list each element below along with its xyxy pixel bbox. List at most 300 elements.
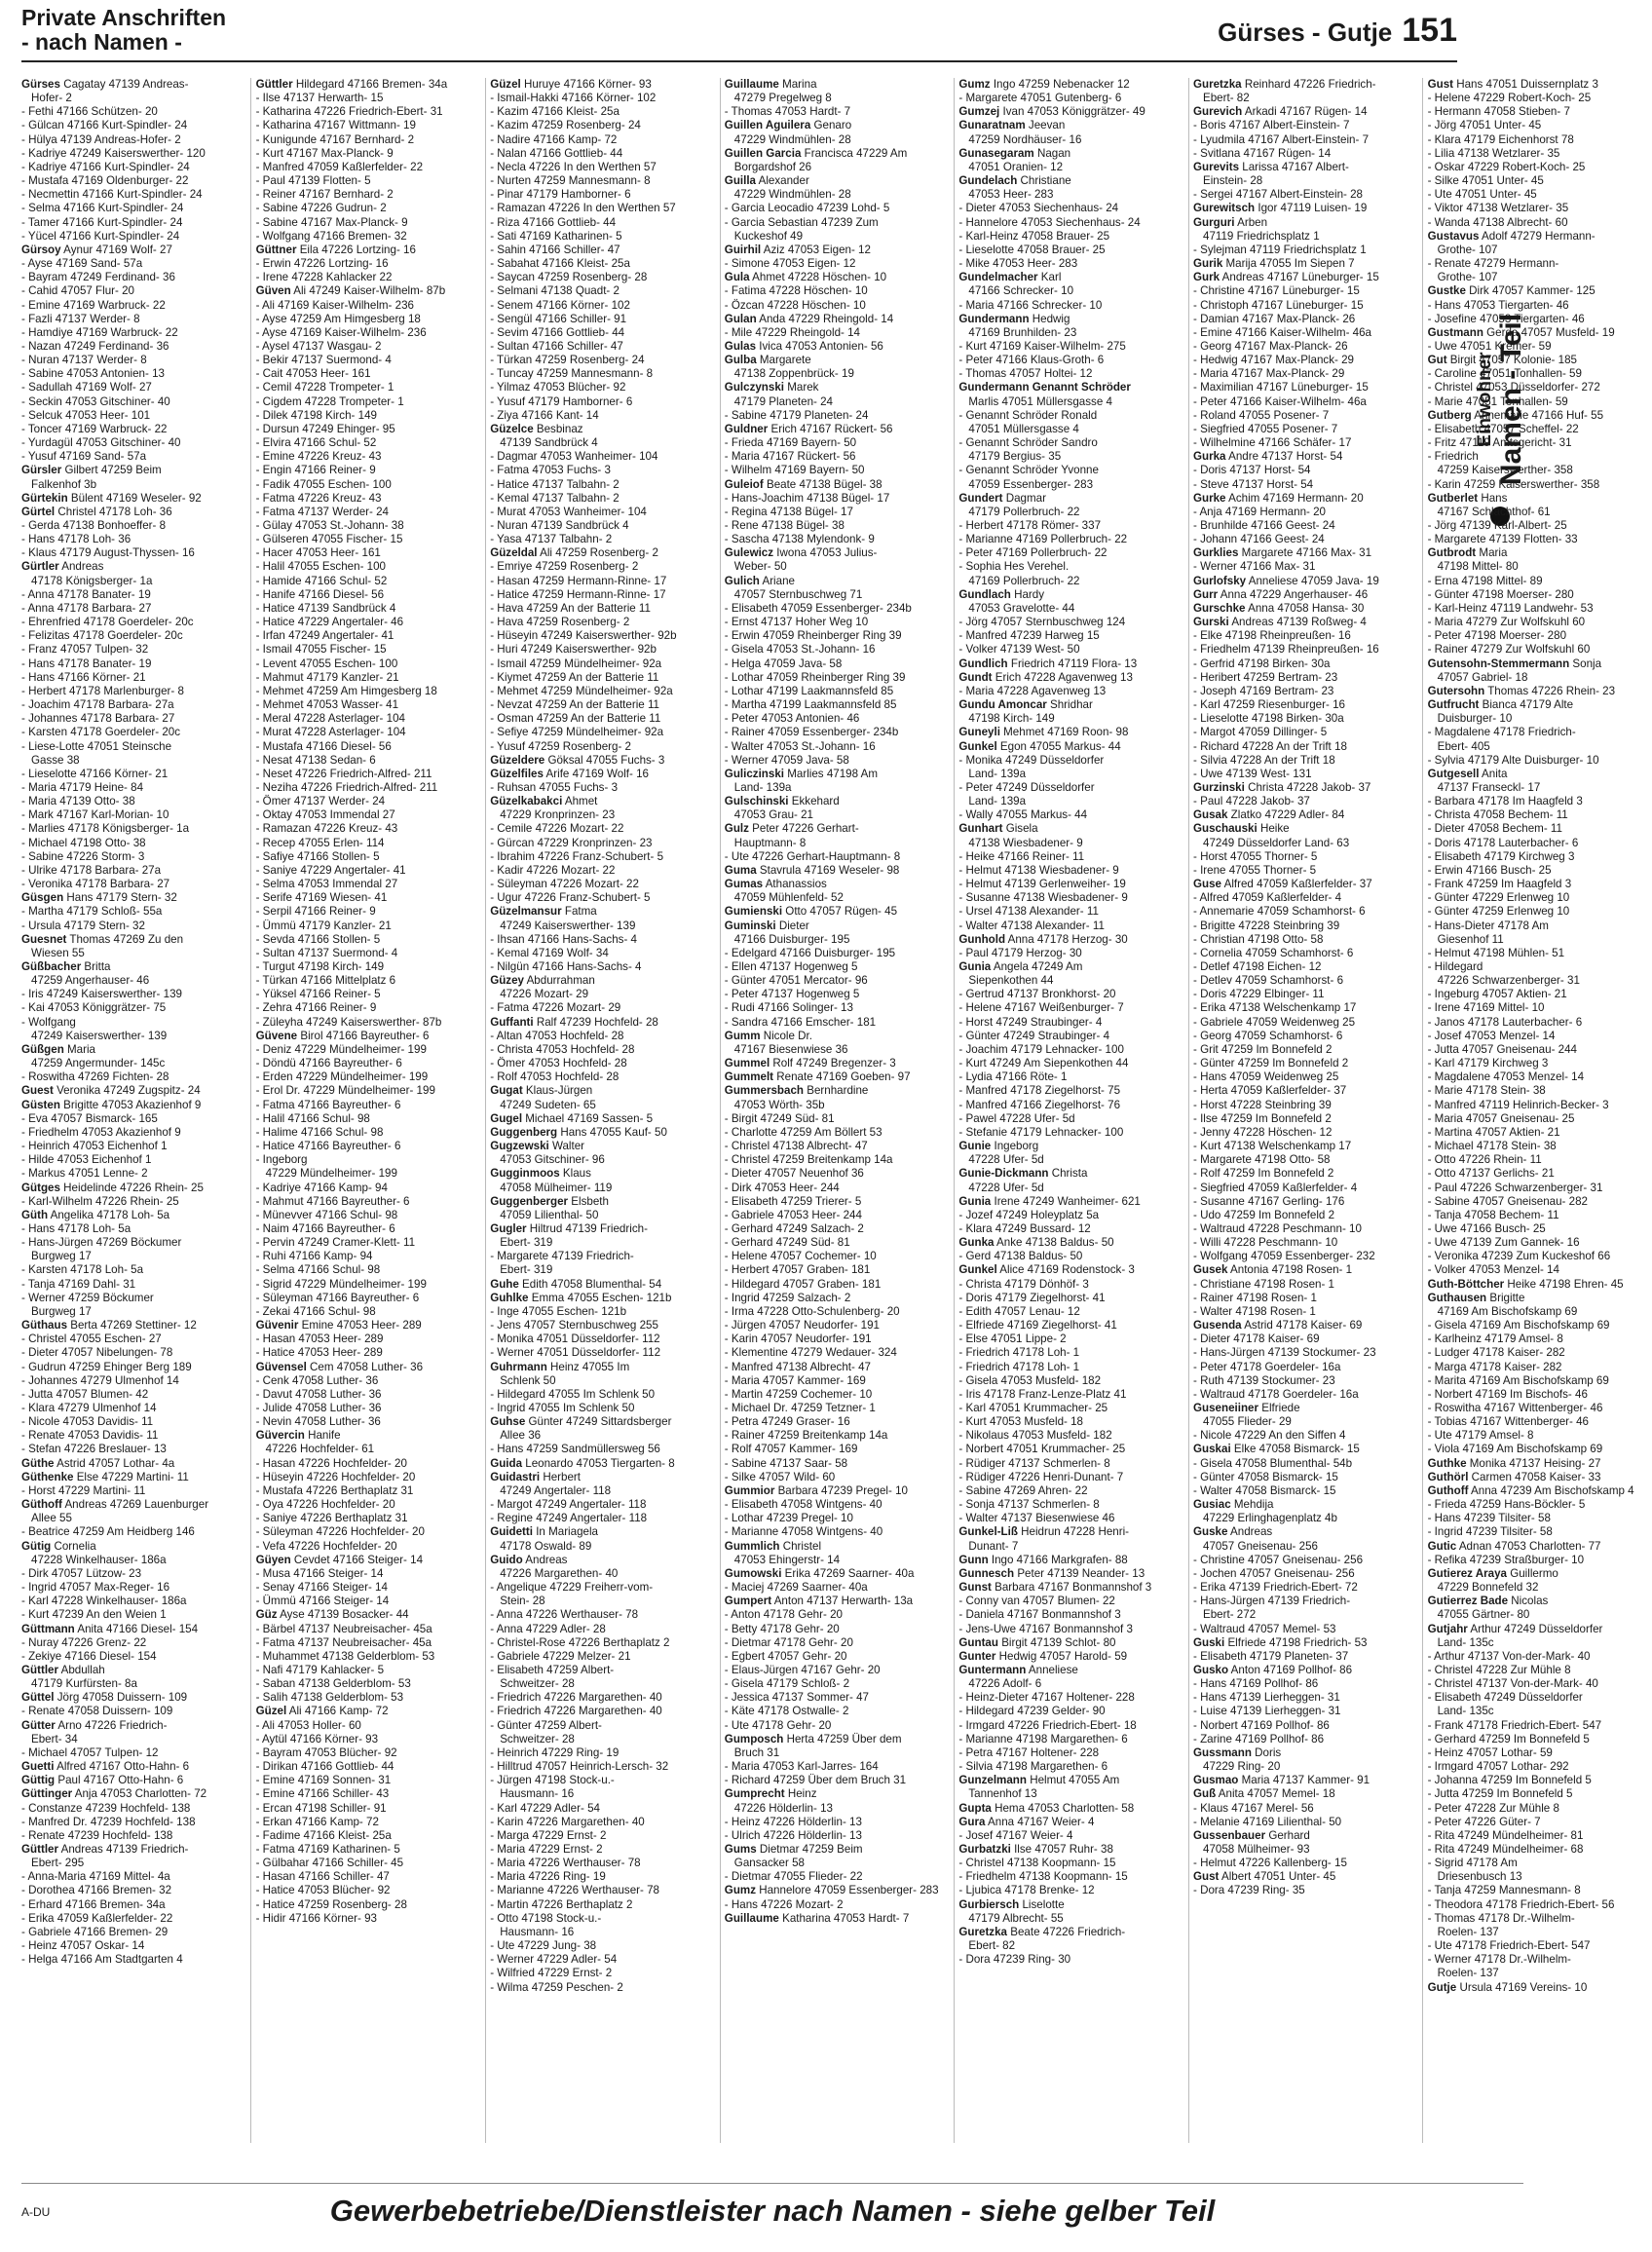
directory-entry-continuation	[1428, 1926, 1652, 1939]
directory-entry	[1428, 1746, 1652, 1760]
directory-entry	[958, 546, 1183, 560]
entry-text: Ebert- 82	[968, 1939, 1016, 1953]
directory-entry-surname	[958, 671, 1183, 685]
entry-text: Grothe- 107	[1437, 243, 1498, 256]
entry-text: - Yücel 47166 Kurt-Spindler- 24	[21, 229, 180, 243]
directory-entry	[490, 1057, 714, 1070]
entry-text: - Margarete 47198 Otto- 58	[1193, 1153, 1331, 1167]
entry-surname: Guidetti	[490, 1525, 533, 1539]
entry-surname: Gummior	[724, 1483, 775, 1497]
directory-entry-continuation	[21, 1305, 245, 1319]
directory-entry	[490, 450, 714, 464]
directory-entry	[490, 947, 714, 960]
directory-entry	[21, 1746, 245, 1760]
entry-text: - Günter 47058 Bismarck- 15	[1193, 1470, 1338, 1483]
entry-text: - Otto 47137 Gerlichs- 21	[1427, 1167, 1555, 1181]
directory-entry-continuation	[490, 436, 714, 450]
directory-entry	[725, 519, 949, 533]
directory-entry	[21, 395, 245, 409]
entry-surname: Gunie	[958, 1140, 992, 1153]
entry-text: - Ingrid 47055 Im Schlenk 50	[490, 1402, 635, 1414]
entry-text: - Cait 47053 Heer- 161	[255, 367, 371, 381]
directory-entry-continuation	[1428, 974, 1652, 988]
entry-text: - Johannes 47178 Barbara- 27	[21, 712, 175, 726]
directory-entry	[958, 1457, 1183, 1471]
directory-entry	[21, 299, 245, 313]
entry-text: 47179 Bergius- 35	[968, 450, 1062, 464]
entry-text: - Peter 47226 Güter- 7	[1427, 1815, 1541, 1828]
entry-surname: Gütges	[21, 1181, 60, 1194]
directory-entry	[1193, 560, 1417, 574]
directory-entry	[490, 326, 714, 340]
directory-entry	[256, 1263, 480, 1277]
directory-entry-surname	[490, 795, 714, 808]
directory-entry	[21, 450, 245, 464]
entry-text: - Hasan 47166 Schiller- 47	[255, 1870, 390, 1884]
entry-text: - Karl-Heinz 47058 Brauer- 25	[958, 229, 1110, 243]
entry-text: - Elisabeth 47059 Essenberger- 234b	[724, 601, 912, 615]
directory-entry-surname	[1193, 216, 1417, 230]
entry-text: - Silke 47051 Unter- 45	[1427, 174, 1544, 188]
entry-text: - Herta 47059 Kaßlerfelder- 37	[1193, 1084, 1347, 1098]
entry-text: Dagmar	[1002, 491, 1046, 505]
directory-entry	[256, 1898, 480, 1912]
entry-text: Birgit 47057 Kolonie- 185	[1446, 354, 1577, 367]
entry-text: - Angelique 47229 Freiherr-vom-	[490, 1581, 654, 1595]
entry-text: - Hatice 47053 Heer- 289	[255, 1346, 383, 1360]
directory-entry	[256, 1084, 480, 1098]
directory-entry-surname	[1428, 685, 1652, 698]
entry-text: 47169 Brunhilden- 23	[968, 325, 1077, 339]
entry-text: - Jessica 47137 Sommer- 47	[724, 1691, 870, 1705]
directory-entry	[1193, 1099, 1417, 1112]
directory-entry	[725, 1581, 949, 1595]
entry-text: Cevdet 47166 Steiger- 14	[290, 1553, 424, 1566]
column-divider	[1422, 78, 1423, 2143]
entry-text: 47057 Gneisenau- 256	[1203, 1539, 1318, 1553]
entry-surname: Güthoff	[21, 1498, 62, 1512]
directory-entry	[256, 837, 480, 850]
entry-text: Hedwig 47057 Harold- 59	[995, 1649, 1128, 1663]
directory-entry	[725, 1140, 949, 1153]
directory-entry	[1193, 1650, 1417, 1664]
entry-text: - Jörg 47139 Karl-Albert- 25	[1427, 519, 1567, 532]
entry-text: Herbert	[540, 1470, 581, 1483]
entry-text: Alfred 47167 Otto-Hahn- 6	[54, 1760, 190, 1774]
directory-entry-surname	[958, 657, 1183, 671]
entry-text: - Halil 47166 Schul- 98	[255, 1111, 370, 1125]
entry-text: 47229 Kronprinzen- 23	[500, 808, 616, 822]
directory-entry	[1193, 988, 1417, 1001]
directory-entry-surname	[1428, 546, 1652, 560]
directory-entry	[490, 284, 714, 298]
directory-entry-surname	[1193, 1263, 1417, 1277]
entry-text: - Renate 47279 Hermann-	[1427, 257, 1559, 271]
entry-text: - Sabine 47167 Max-Planck- 9	[255, 215, 408, 229]
directory-entry	[21, 602, 245, 616]
entry-text: - Petra 47249 Graser- 16	[724, 1415, 850, 1429]
directory-entry	[21, 1402, 245, 1415]
entry-text: - Irmgard 47057 Lothar- 292	[1427, 1760, 1569, 1774]
directory-entry	[725, 1816, 949, 1829]
directory-entry	[21, 119, 245, 132]
entry-text: Doris	[1251, 1745, 1282, 1759]
directory-entry	[1193, 1733, 1417, 1746]
directory-entry	[1193, 1278, 1417, 1292]
directory-entry	[725, 1236, 949, 1250]
directory-entry	[725, 974, 949, 988]
entry-text: - Hans 47169 Pollhof- 86	[1193, 1677, 1319, 1691]
directory-entry	[958, 643, 1183, 657]
entry-surname: Gundelach	[958, 174, 1018, 188]
entry-text: - Christa 47179 Dönhöf- 3	[958, 1277, 1089, 1291]
directory-entry	[21, 1429, 245, 1443]
entry-text: Marija 47055 Im Siepen 7	[1222, 257, 1355, 271]
directory-entry-continuation	[725, 560, 949, 574]
entry-text: Cem 47058 Luther- 36	[306, 1360, 424, 1373]
entry-text: - Marga 47229 Ernst- 2	[490, 1828, 607, 1842]
entry-text: - Else 47051 Lippe- 2	[958, 1332, 1067, 1346]
entry-text: - Hasan 47226 Hochfelder- 20	[255, 1456, 407, 1470]
entry-text: - Kadriye 47166 Kamp- 94	[255, 1181, 388, 1194]
entry-text: - Riza 47166 Gottlieb- 44	[490, 215, 617, 229]
directory-entry	[256, 698, 480, 712]
entry-text: - Elisabeth 47259 Trierer- 5	[724, 1194, 862, 1208]
footer-code: A-DU	[21, 2205, 51, 2219]
entry-text: - Christel 47055 Eschen- 27	[21, 1332, 162, 1346]
entry-text: Christa 47228 Jakob- 37	[1244, 780, 1371, 794]
entry-text: - Walter 47137 Biesenwiese 46	[958, 1512, 1115, 1525]
entry-text: - Ingrid 47239 Tilsiter- 58	[1427, 1525, 1553, 1539]
entry-surname: Gunter	[958, 1649, 996, 1663]
entry-text: Stein- 28	[500, 1595, 545, 1608]
entry-text: Anita 47166 Diesel- 154	[74, 1622, 199, 1635]
entry-surname: Guretzka	[958, 1925, 1008, 1938]
directory-entry-surname	[21, 933, 245, 947]
entry-text: Andreas 47269 Lauenburger	[61, 1498, 209, 1512]
directory-entry-surname	[958, 492, 1183, 506]
entry-text: - Maria 47229 Ernst- 2	[490, 1843, 603, 1856]
entry-text: Christel	[779, 1539, 822, 1553]
directory-entry-surname	[725, 1540, 949, 1554]
entry-text: - Detlef 47198 Eichen- 12	[1193, 960, 1322, 973]
entry-text: - Klara 47279 Ulmenhof 14	[21, 1402, 157, 1414]
entry-text: - Werner 47178 Dr.-Wilhelm-	[1427, 1953, 1571, 1967]
entry-text: - Maciej 47269 Saarner- 40a	[724, 1581, 868, 1595]
directory-entry-continuation	[1428, 244, 1652, 257]
entry-text: Land- 135c	[1437, 1635, 1494, 1649]
entry-text: - Erkan 47166 Kamp- 72	[255, 1815, 379, 1828]
entry-text: - Friedrich	[1427, 450, 1479, 464]
directory-entry	[256, 560, 480, 574]
entry-text: - Silvia 47198 Margarethen- 6	[958, 1760, 1108, 1774]
directory-entry-surname	[725, 147, 949, 161]
directory-entry	[21, 1816, 245, 1829]
directory-entry	[1193, 1153, 1417, 1167]
directory-entry	[1193, 284, 1417, 298]
entry-text: - Selcuk 47053 Heer- 101	[21, 408, 151, 422]
directory-entry	[490, 1870, 714, 1884]
entry-text: - Emine 47169 Sonnen- 31	[255, 1774, 392, 1787]
directory-entry-continuation	[1193, 1760, 1417, 1774]
entry-text: - Silke 47057 Wild- 60	[724, 1470, 836, 1483]
directory-entry	[1193, 1429, 1417, 1443]
directory-entry	[1428, 754, 1652, 768]
directory-entry	[490, 244, 714, 257]
directory-entry	[490, 1664, 714, 1677]
entry-surname: Guretzka	[1193, 78, 1242, 91]
directory-entry	[725, 726, 949, 739]
entry-text: - Heinz 47057 Oskar- 14	[21, 1939, 145, 1953]
section-title-line1: Private Anschriften	[21, 5, 227, 30]
entry-text: Ahmet	[562, 795, 598, 808]
entry-text: - Genannt Schröder Yvonne	[958, 464, 1099, 477]
entry-text: - Wolfgang 47166 Bremen- 32	[255, 229, 407, 243]
entry-text: Beate 47138 Bügel- 38	[763, 477, 882, 491]
entry-surname: Gurzinski	[1193, 780, 1245, 794]
entry-text: 47166 Schrecker- 10	[968, 284, 1074, 298]
directory-entry	[490, 1816, 714, 1829]
directory-entry	[490, 685, 714, 698]
directory-entry	[1193, 933, 1417, 947]
entry-text: - Sonja 47137 Schmerlen- 8	[958, 1498, 1100, 1512]
directory-entry-surname	[490, 1084, 714, 1098]
directory-entry-surname	[725, 546, 949, 560]
entry-text: In Mariagela	[532, 1525, 599, 1539]
entry-text: Brigitte	[1486, 1291, 1525, 1304]
entry-text: - Ömer 47053 Hochfeld- 28	[490, 1057, 627, 1070]
directory-entry-surname	[958, 960, 1183, 974]
directory-entry	[1193, 905, 1417, 919]
directory-entry	[1428, 616, 1652, 629]
directory-entry	[1428, 1512, 1652, 1525]
entry-text: - Sati 47169 Katharinen- 5	[490, 229, 622, 243]
entry-surname: Gusmao	[1193, 1774, 1239, 1787]
directory-entry	[725, 464, 949, 477]
entry-text: - Wolfgang 47059 Essenberger- 232	[1193, 1250, 1375, 1263]
entry-text: - Ute 47226 Gerhart-Hauptmann- 8	[724, 849, 901, 863]
entry-text: - Hans 47226 Mozart- 2	[724, 1897, 844, 1911]
directory-entry	[256, 1305, 480, 1319]
entry-text: - Günter 47229 Erlenweg 10	[1427, 891, 1570, 905]
directory-entry-continuation	[1428, 506, 1652, 519]
directory-entry-continuation	[725, 133, 949, 147]
entry-surname: Gurik	[1193, 257, 1223, 271]
entry-text: - Marita 47169 Am Bischofskamp 69	[1427, 1373, 1609, 1387]
directory-entry-continuation	[958, 575, 1183, 588]
entry-text: Abdullah	[58, 1663, 105, 1676]
directory-entry-continuation	[490, 1263, 714, 1277]
entry-text: - Joachim 47178 Barbara- 27a	[21, 698, 174, 712]
directory-entry	[256, 1182, 480, 1195]
directory-entry-surname	[958, 822, 1183, 836]
entry-text: - Rita 47249 Mündelheimer- 68	[1427, 1843, 1584, 1856]
entry-text: - Helmut 47139 Gerlenweiher- 19	[958, 878, 1126, 891]
directory-entry	[725, 1112, 949, 1126]
directory-entry	[958, 1292, 1183, 1305]
directory-entry	[21, 1608, 245, 1622]
entry-text: - Cornelia 47059 Schamhorst- 6	[1193, 946, 1354, 959]
entry-text: - Pervin 47249 Cramer-Klett- 11	[255, 1236, 416, 1250]
entry-text: - Friedrich 47226 Margarethen- 40	[490, 1691, 662, 1705]
directory-entry	[1193, 891, 1417, 905]
entry-text: - Engin 47166 Reiner- 9	[255, 464, 376, 477]
entry-text: 47166 Duisburger- 195	[733, 932, 850, 946]
entry-text: - Ute 47229 Jung- 38	[490, 1939, 597, 1953]
directory-entry-surname	[1428, 1292, 1652, 1305]
entry-text: - Hatice 47139 Sandbrück 4	[255, 601, 396, 615]
directory-entry	[256, 575, 480, 588]
directory-entry-surname	[490, 1112, 714, 1126]
entry-text: - Huri 47249 Kaiserswerther- 92b	[490, 643, 657, 657]
entry-text: - Ilse 47137 Herwarth- 15	[255, 92, 384, 105]
directory-entry	[1193, 340, 1417, 354]
directory-column	[1428, 78, 1652, 2143]
directory-entry	[256, 822, 480, 836]
entry-surname: Güven	[255, 284, 291, 298]
entry-text: - Irene 47228 Kahlacker 22	[255, 271, 393, 284]
entry-surname: Guest	[21, 1084, 54, 1098]
entry-surname: Guleiof	[724, 477, 764, 491]
entry-text: - Gabriele 47166 Bremen- 29	[21, 1925, 169, 1938]
entry-text: - Özcan 47228 Höschen- 10	[724, 298, 866, 312]
entry-text: - Kurt 47169 Kaiser-Wilhelm- 275	[958, 339, 1126, 353]
directory-entry	[725, 1292, 949, 1305]
entry-text: - Jürgen 47198 Stock-u.-	[490, 1774, 615, 1787]
directory-entry	[1193, 1346, 1417, 1360]
directory-entry	[725, 643, 949, 657]
entry-text: Thomas 47269 Zu den	[66, 932, 184, 946]
entry-text: - Elisabeth 47057 Scheffel- 22	[1427, 422, 1579, 435]
directory-entry	[21, 519, 245, 533]
directory-entry	[1428, 1057, 1652, 1070]
entry-surname: Gummlich	[724, 1539, 780, 1553]
entry-text: - Thomas 47053 Hardt- 7	[724, 105, 851, 119]
directory-entry	[958, 340, 1183, 354]
directory-entry	[725, 988, 949, 1001]
entry-text: - Erwin 47166 Busch- 25	[1427, 863, 1552, 877]
entry-surname: Güzel	[255, 1705, 287, 1718]
directory-entry	[958, 864, 1183, 878]
directory-entry-surname	[725, 174, 949, 188]
entry-text: - Marie 47051 Tonhallen- 59	[1427, 394, 1568, 408]
entry-text: - Paul 47226 Schwarzenberger- 31	[1427, 1181, 1603, 1194]
directory-entry	[256, 1292, 480, 1305]
entry-text: - Marga 47178 Kaiser- 282	[1427, 1360, 1562, 1373]
directory-entry	[256, 878, 480, 891]
directory-entry	[725, 1305, 949, 1319]
directory-entry	[958, 1070, 1183, 1084]
entry-text: - Ljubica 47178 Brenke- 12	[958, 1884, 1095, 1897]
entry-text: - Conny van 47057 Blumen- 22	[958, 1595, 1115, 1608]
entry-text: Jeevan	[1025, 119, 1066, 132]
entry-surname: Gürtler	[21, 560, 59, 574]
directory-entry-continuation	[725, 1043, 949, 1057]
directory-entry	[21, 1705, 245, 1718]
entry-surname: Gütter	[21, 1718, 56, 1732]
directory-entry-surname	[1193, 257, 1417, 271]
directory-entry-surname	[958, 1816, 1183, 1829]
entry-text: Thomas 47226 Rhein- 23	[1484, 684, 1616, 697]
entry-text: - Viktor 47138 Wetzlarer- 35	[1427, 202, 1569, 215]
directory-entry	[725, 1829, 949, 1843]
directory-entry	[490, 1898, 714, 1912]
entry-text: Anita 47057 Memel- 18	[1216, 1787, 1335, 1801]
entry-text: - Dilek 47198 Kirch- 149	[255, 408, 377, 422]
entry-text: - Peter 47198 Moerser- 280	[1427, 629, 1567, 643]
directory-entry	[1193, 1677, 1417, 1691]
directory-entry	[1193, 726, 1417, 739]
directory-entry	[21, 988, 245, 1001]
entry-text: - Christine 47057 Gneisenau- 256	[1193, 1553, 1364, 1566]
directory-entry	[256, 202, 480, 215]
entry-surname: Gupta	[958, 1801, 992, 1815]
entry-text: - Siegfried 47059 Kaßlerfelder- 4	[1193, 1181, 1358, 1194]
directory-entry-surname	[490, 423, 714, 436]
directory-entry	[1193, 685, 1417, 698]
directory-entry	[21, 1581, 245, 1595]
directory-entry-continuation	[21, 575, 245, 588]
directory-entry	[958, 1484, 1183, 1498]
entry-text: Iwona 47053 Julius-	[773, 546, 878, 560]
directory-entry	[1193, 1030, 1417, 1043]
directory-entry	[1428, 1182, 1652, 1195]
entry-text: - Hatice 47259 Rosenberg- 28	[255, 1897, 407, 1911]
directory-entry	[490, 1623, 714, 1636]
directory-entry-continuation	[958, 284, 1183, 298]
entry-text: - Kadir 47226 Mozart- 22	[490, 863, 616, 877]
entry-text: - Betty 47178 Gehr- 20	[724, 1622, 840, 1635]
directory-entry	[256, 230, 480, 244]
directory-entry	[725, 216, 949, 230]
directory-entry	[21, 1525, 245, 1539]
entry-text: - Süleyman 47166 Bayreuther- 6	[255, 1291, 420, 1304]
entry-text: - Rudi 47166 Solinger- 13	[724, 1001, 853, 1015]
entry-text: Schweitzer- 28	[500, 1677, 575, 1691]
entry-text: Herta 47259 Über dem	[783, 1732, 902, 1745]
directory-entry-continuation	[958, 478, 1183, 492]
entry-text: - Luise 47139 Lierheggen- 31	[1193, 1705, 1341, 1718]
directory-entry	[958, 1374, 1183, 1388]
directory-entry	[490, 381, 714, 394]
directory-entry	[1428, 174, 1652, 188]
directory-entry	[1193, 1140, 1417, 1153]
entry-text: - Wanda 47138 Albrecht- 60	[1427, 215, 1568, 229]
entry-text: - Josefine 47053 Tiergarten- 46	[1427, 312, 1585, 325]
directory-entry-continuation	[21, 1250, 245, 1263]
directory-entry	[725, 105, 949, 119]
entry-text: - Brigitte 47228 Steinbring 39	[1193, 919, 1340, 932]
directory-entry	[725, 657, 949, 671]
entry-text: Erich 47228 Agavenweg 13	[992, 670, 1133, 684]
directory-entry	[256, 1760, 480, 1774]
entry-text: - Marianne 47058 Wintgens- 40	[724, 1525, 883, 1539]
directory-entry	[1428, 1084, 1652, 1098]
entry-text: - Kadriye 47249 Kaiserswerther- 120	[21, 146, 206, 160]
entry-text: - Ingrid 47259 Salzach- 2	[724, 1291, 851, 1304]
directory-entry-surname	[958, 1263, 1183, 1277]
entry-text: 47137 Franseckl- 17	[1437, 780, 1541, 794]
directory-entry-surname	[725, 119, 949, 132]
entry-text: Ebert- 295	[31, 1857, 85, 1870]
directory-entry	[1193, 423, 1417, 436]
entry-surname: Guidastri	[490, 1470, 541, 1483]
directory-entry	[256, 1733, 480, 1746]
entry-text: - Gisela 47058 Blumenthal- 54b	[1193, 1456, 1353, 1470]
directory-entry	[1193, 795, 1417, 808]
directory-entry-continuation	[21, 1677, 245, 1691]
entry-text: - Ismail 47259 Mündelheimer- 92a	[490, 657, 662, 670]
